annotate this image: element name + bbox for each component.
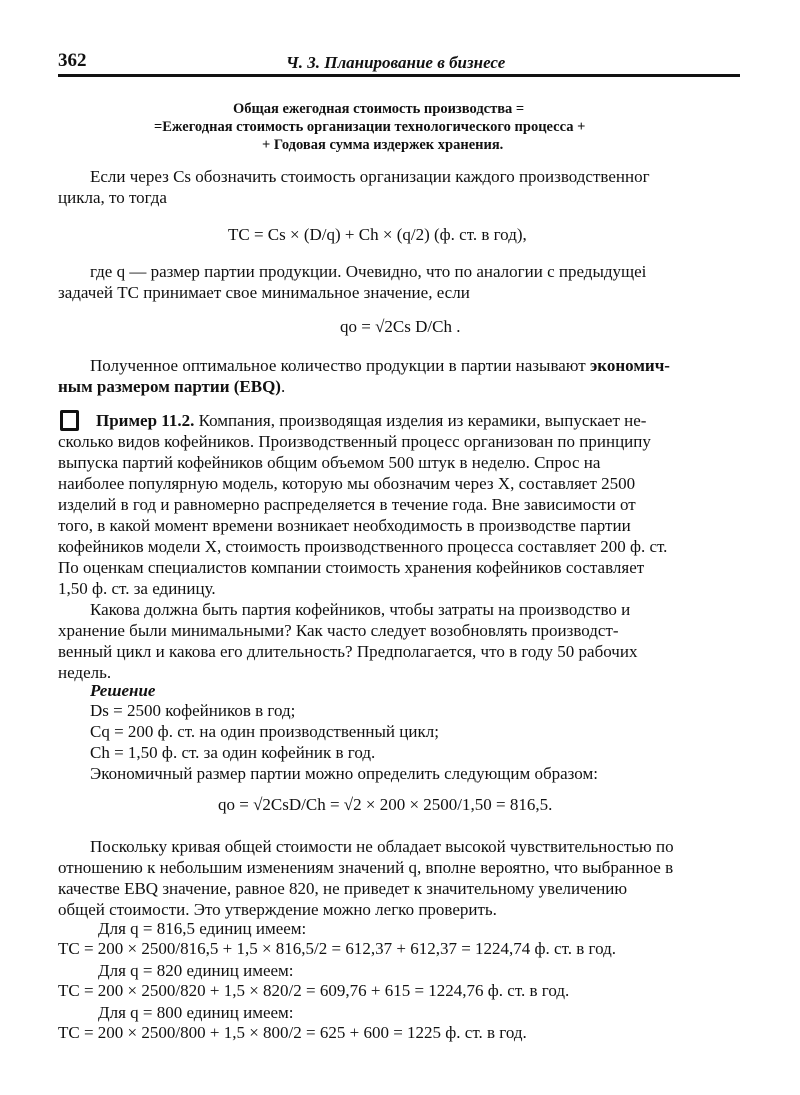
intro-line-2: цикла, то тогда	[58, 188, 167, 207]
question-line-4: недель.	[58, 663, 112, 682]
sensitivity-line-1: Поскольку кривая общей стоимости не обладает высокой чувствительностью по	[90, 837, 674, 856]
check-label-2: Для q = 820 единиц имеем:	[98, 961, 294, 980]
sensitivity-line-2: отношению к небольшим изменениям значений q, вполне вероятно, что выбранное в	[58, 858, 674, 877]
running-title: Ч. 3. Планирование в бизнесе	[286, 53, 506, 72]
where-line-1: где q — размер партии продукции. Очевидно, что по аналогии с предыдущеі	[90, 262, 647, 281]
check-formula-1: TC = 200 × 2500/816,5 + 1,5 × 816,5/2 = 612,37 + 612,37 = 1224,74 ф. ст. в год.	[58, 939, 616, 958]
example-line-2: сколько видов кофейников. Производственный процесс организован по принципу	[58, 432, 651, 451]
check-label-1: Для q = 816,5 единиц имеем:	[98, 919, 307, 938]
question-line-3: венный цикл и какова его длительность? Предполагается, что в году 50 рабочих	[58, 642, 638, 661]
example-line-5: изделий в год и равномерно распределяется в течение года. Вне зависимости от	[58, 495, 636, 514]
example-line-9: 1,50 ф. ст. за единицу.	[58, 579, 216, 598]
page-number: 362	[58, 50, 87, 71]
example-line-4: наиболее популярную модель, которую мы обозначим через X, составляет 2500	[58, 474, 636, 493]
ebq-sentence-line-1	[90, 355, 670, 377]
example-text-1: Компания, производящая изделия из керамики, выпускает не-	[194, 411, 647, 430]
example-line-1	[96, 410, 646, 432]
formula-box-line-3: + Годовая сумма издержек хранения.	[262, 137, 504, 153]
given-cq: Cq = 200 ф. ст. на один производственный цикл;	[90, 722, 439, 741]
check-formula-3: TC = 200 × 2500/800 + 1,5 × 800/2 = 625 + 600 = 1225 ф. ст. в год.	[58, 1023, 527, 1042]
intro-line-1: Если через Cs обозначить стоимость организации каждого производственног	[90, 167, 650, 186]
ebq-term-part-1: экономич-	[589, 356, 670, 375]
ebq-sentence-line-2	[58, 376, 285, 398]
question-line-1: Какова должна быть партия кофейников, чтобы затраты на производство и	[90, 600, 631, 619]
example-line-3: выпуска партий кофейников общим объемом 500 штук в неделю. Спрос на	[58, 453, 601, 472]
q0-formula: qo = √2Cs D/Ch .	[340, 317, 461, 336]
ebq-term-part-2: ным размером партии (EBQ)	[58, 377, 281, 396]
ebq-formula: qo = √2CsD/Ch = √2 × 200 × 2500/1,50 = 816,5.	[218, 795, 553, 814]
sensitivity-line-4: общей стоимости. Это утверждение можно легко проверить.	[58, 900, 497, 919]
check-label-3: Для q = 800 единиц имеем:	[98, 1003, 294, 1022]
ebq-sentence-end: .	[280, 377, 286, 396]
sensitivity-line-3: качестве EBQ значение, равное 820, не приведет к значительному увеличению	[58, 879, 628, 898]
example-line-7: кофейников модели X, стоимость производственного процесса составляет 200 ф. ст.	[58, 537, 668, 556]
ebq-intro: Экономичный размер партии можно определить следующим образом:	[90, 764, 598, 783]
formula-box-line-2: =Ежегодная стоимость организации технологического процесса +	[154, 119, 586, 135]
given-ch: Ch = 1,50 ф. ст. за один кофейник в год.	[90, 743, 376, 762]
ebq-sentence-text: Полученное оптимальное количество продукции в партии называют	[90, 356, 586, 375]
where-line-2: задачей TC принимает свое минимальное значение, если	[58, 283, 470, 302]
solution-heading: Решение	[90, 681, 156, 700]
example-line-6: того, в какой момент времени возникает необходимость в производстве партии	[58, 516, 631, 535]
given-ds: Ds = 2500 кофейников в год;	[90, 701, 296, 720]
example-line-8: По оценкам специалистов компании стоимость хранения кофейников составляет	[58, 558, 645, 577]
example-label: Пример 11.2.	[96, 411, 195, 430]
example-checkbox-icon	[60, 410, 79, 431]
question-line-2: хранение были минимальными? Как часто следует возобновлять производст-	[58, 621, 619, 640]
formula-box-line-1: Общая ежегодная стоимость производства =	[233, 101, 525, 117]
check-formula-2: TC = 200 × 2500/820 + 1,5 × 820/2 = 609,76 + 615 = 1224,76 ф. ст. в год.	[58, 981, 570, 1000]
tc-formula: TC = Cs × (D/q) + Ch × (q/2) (ф. ст. в год),	[228, 225, 527, 244]
page-header	[58, 50, 740, 77]
